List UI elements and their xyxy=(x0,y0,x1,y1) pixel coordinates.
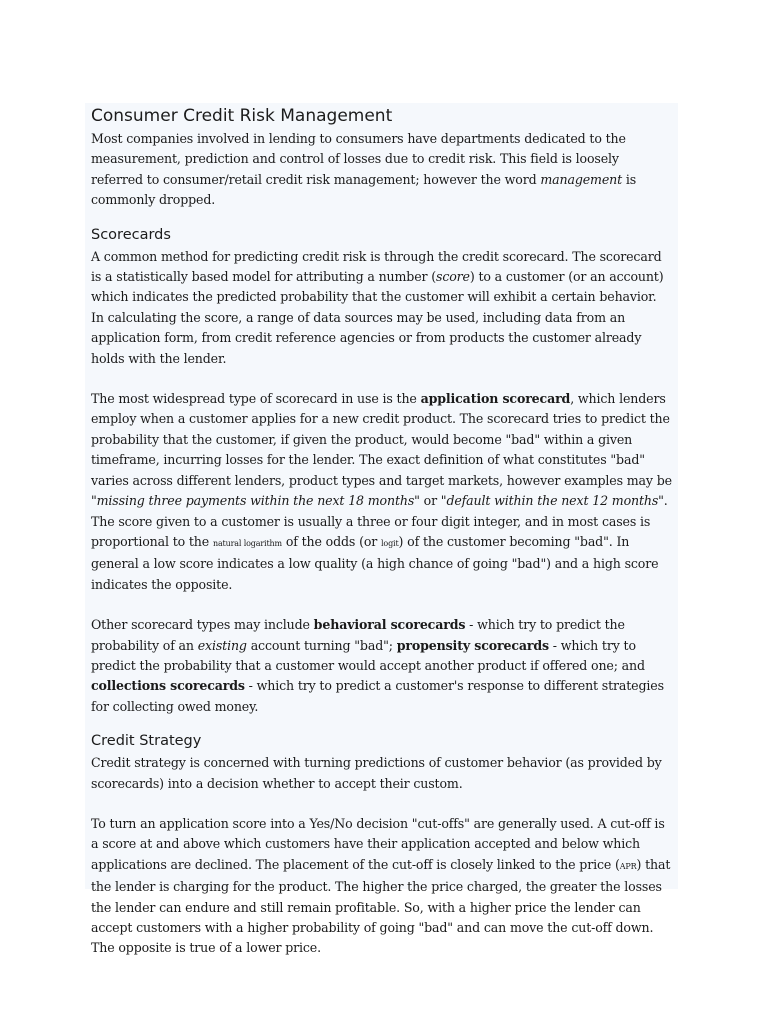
text-run: ) that the lender is charging for the product. The higher the price charged, the greater the losses the lender can endure and still remain profitable. So, with a higher price the lender can accept customers with a higher probability of going "bad" and can move the cut-off down. The opposite is true of a lower price. xyxy=(91,856,671,956)
page-title: Consumer Credit Risk Management xyxy=(91,106,393,126)
text-run: account turning "bad"; xyxy=(246,637,397,653)
text-run: - which try to predict the probability of an xyxy=(91,617,625,653)
propensity-scorecards-term: propensity scorecards xyxy=(396,637,549,653)
strategy-paragraph-2 xyxy=(91,814,672,959)
scorecards-paragraph-3 xyxy=(91,615,672,717)
behavioral-scorecards-term: behavioral scorecards xyxy=(313,617,466,633)
text-run: - which try to predict a customer's response to different strategies for collecting owed money. xyxy=(91,678,664,714)
text-run: ) to a customer (or an account) which indicates the predicted probability that the customer will exhibit a certain behavior. In calculating the score, a range of data sources may be used, including data from an application form, from credit reference agencies or from products the customer already holds with the lender. xyxy=(91,269,664,366)
text-run: To turn an application score into a Yes/No decision "cut-offs" are generally used. A cut-off is a score at and above which customers have their application accepted and below which applications are declined. The placement of the cut-off is closely linked to the price ( xyxy=(91,815,665,872)
text-run: ) of the customer becoming "bad". In general a low score indicates a low quality (a high chance of going "bad") and a high score indicates the opposite. xyxy=(91,533,659,592)
intro-emphasis: management xyxy=(540,171,622,187)
intro-text-end: is commonly dropped. xyxy=(91,171,637,208)
text-run: . The score given to a customer is usually a three or four digit integer, and in most cases is proportional to the xyxy=(91,493,668,549)
section-heading-scorecards: Scorecards xyxy=(91,226,171,243)
text-run: , which lenders employ when a customer applies for a new credit product. The scorecard tries to predict the probability that the customer, if given the product, would become "bad" within a given timeframe, incurring losses for the lender. The exact definition of what constitutes "bad" varies across different lenders, product types and target markets, however examples may be xyxy=(91,391,672,488)
natural-logarithm-term: natural logarithm xyxy=(212,538,282,548)
section-heading-credit-strategy: Credit Strategy xyxy=(91,733,202,750)
scorecards-paragraph-1 xyxy=(91,247,672,369)
application-scorecard-term: application scorecard xyxy=(420,391,571,407)
strategy-paragraph-1: Credit strategy is concerned with turning predictions of customer behavior (as provided by scorecards) into a decision whether to accept their custom. xyxy=(91,755,662,791)
intro-text: Most companies involved in lending to consumers have departments dedicated to the measurement, prediction and control of losses due to credit risk. This field is loosely referred to consumer/retail credit risk management; however the word xyxy=(91,131,626,187)
intro-paragraph xyxy=(91,129,672,211)
example-missing-payments: "missing three payments within the next 18 months" xyxy=(91,493,420,509)
collections-scorecards-term: collections scorecards xyxy=(91,678,245,694)
score-emphasis: score xyxy=(436,269,470,285)
apr-term: APR xyxy=(619,861,637,871)
document-page xyxy=(85,103,678,956)
text-run: - which try to predict the probability that a customer would accept another product if offered one; and xyxy=(91,637,645,673)
text-run: of the odds (or xyxy=(281,533,382,549)
text-run: Other scorecard types may include xyxy=(91,617,314,633)
existing-emphasis: existing xyxy=(197,637,247,653)
example-default: "default within the next 12 months" xyxy=(440,493,664,509)
scorecards-paragraph-2 xyxy=(91,389,672,595)
text-run: A common method for predicting credit risk is through the credit scorecard. The scorecard is a statistically based model for attributing a number ( xyxy=(91,248,662,285)
text-run: The most widespread type of scorecard in use is the xyxy=(91,391,421,407)
text-run: or xyxy=(419,493,441,509)
logit-term: logit xyxy=(381,538,399,548)
